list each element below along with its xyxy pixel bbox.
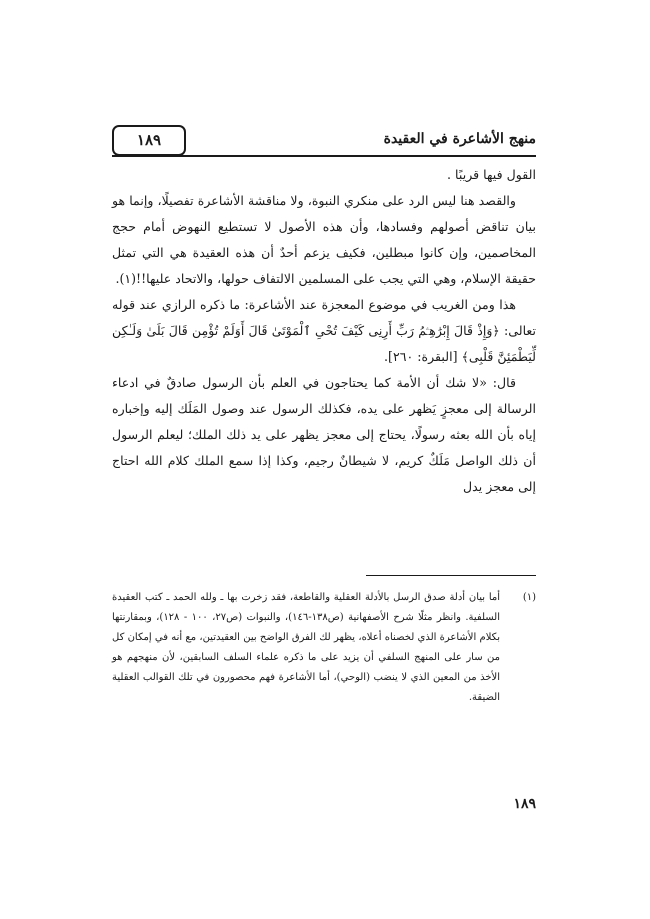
header-page-number: ١٨٩ [112, 125, 186, 156]
footnote-text: أما بيان أدلة صدق الرسل بالأدلة العقلية والقاطعة، فقد زخرت بها ـ ولله الحمد ـ كتب العقيدة السلفية. وانظر مثلًا شرح الأصفهانية (ص١٣٨-١٤٦)، والنبوات (ص٢٧، ١٠٠ - ١٢٨)، وبمقارنتها بكلام الأشاعرة الذي لخصناه أعلاه، يظهر لك الفرق الواضح بين العقيدتين، مع أنه في إمكان كل من سار على المنهج السلفي أن يزيد على ما ذكره علماء السلف السابقين، لأن منهجهم هو الأخذ من المعين الذي لا ينضب (الوحي)، أما الأشاعرة فهم محصورون في تلك القوالب العقلية الضيقة. [112, 592, 501, 703]
footnote-separator [366, 575, 536, 576]
header-rule [112, 155, 536, 157]
header-title: منهج الأشاعرة في العقيدة [383, 131, 536, 147]
footnote [112, 588, 536, 708]
paragraph: قال: «لا شك أن الأمة كما يحتاجون في العلم بأن الرسول صادقٌ في ادعاء الرسالة إلى معجزٍ يَظهر على يده، فكذلك الرسول عند وصول المَلَك إليه وإخباره إياه بأن الله بعثه رسولًا، يحتاج إلى معجز يظهر على يد ذلك الملك؛ ليعلم الرسول أن ذلك الواصل مَلَكٌ كريم، لا شيطانٌ رجيم، وكذا إذا سمع الملك كلام الله احتاج إلى معجز يدل [112, 375, 536, 494]
paragraph: القول فيها قريبًا . [447, 167, 536, 182]
footnote-marker: (١) [522, 592, 536, 603]
paragraph: هذا ومن الغريب في موضوع المعجزة عند الأشاعرة: ما ذكره الرازي عند قوله تعالى: ﴿وَإِذْ قَالَ إِبْرَٰهِـۧمُ رَبِّ أَرِنِى كَيْفَ تُحْىِ ٱلْمَوْتَىٰ قَالَ أَوَلَمْ تُؤْمِن قَالَ بَلَىٰ وَلَـٰكِن لِّيَطْمَئِنَّ قَلْبِى﴾ [البقرة: ٢٦٠]. [112, 297, 536, 364]
footer-page-number: ١٨٩ [513, 796, 536, 812]
running-header [112, 125, 536, 155]
main-text [112, 162, 536, 500]
paragraph: والقصد هنا ليس الرد على منكري النبوة، ولا مناقشة الأشاعرة تفصيلًا، وإنما هو بيان تناقض أصولهم وفسادها، وأن هذه الأصول لا تستطيع النهوض أمام حجج المخاصمين، وإن كانوا مبطلين، فكيف يزعم أحدٌ أن هذه العقيدة هي التي تمثل حقيقة الإسلام، وهي التي يجب على المسلمين الالتفاف حولها، والاتحاد عليها!!(١). [112, 193, 536, 286]
